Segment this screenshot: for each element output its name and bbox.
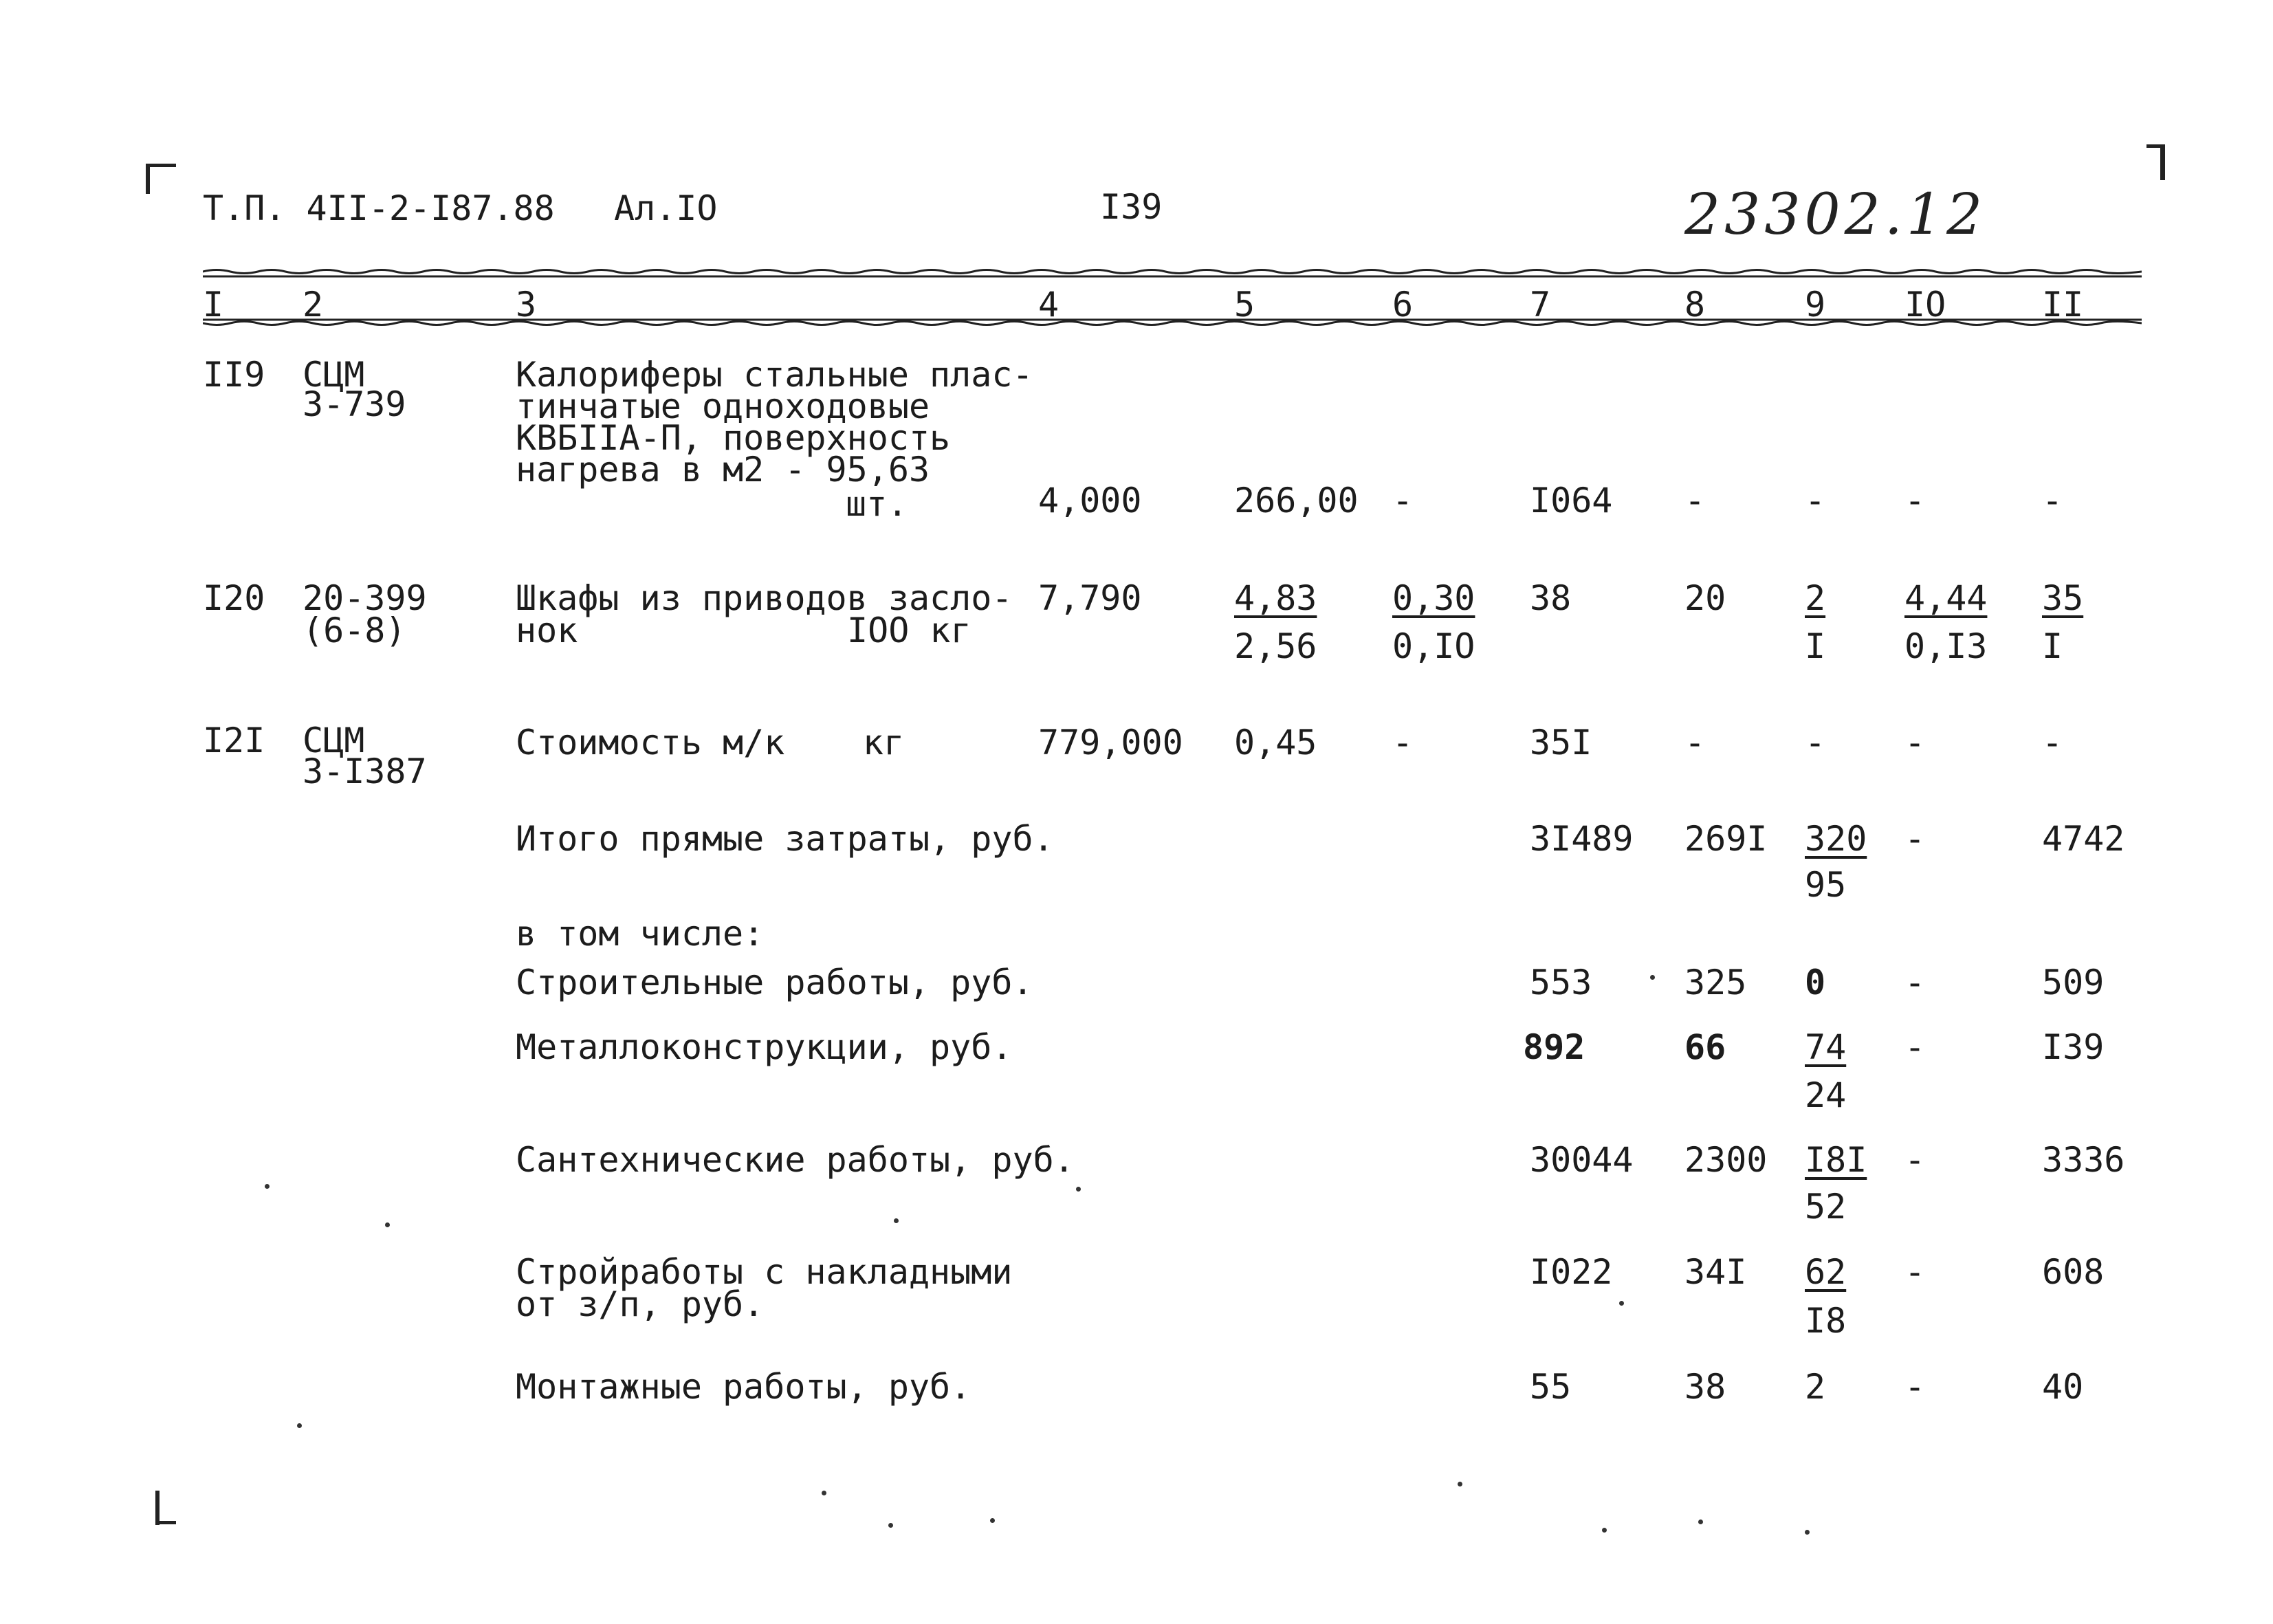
- cell-c9-bottom: I8: [1805, 1301, 1847, 1341]
- cell-c7: 553: [1530, 963, 1592, 1002]
- summary-label-line2: от з/п, руб.: [516, 1284, 765, 1324]
- row-number: II9: [203, 355, 265, 395]
- corner-mark-top-right: [2160, 144, 2165, 180]
- cell-c11-bottom: I: [2042, 626, 2063, 666]
- handwritten-number: 23302.12: [1684, 182, 1987, 248]
- col-header-10: IO: [1904, 285, 1946, 325]
- cell-c8: 34I: [1684, 1252, 1747, 1292]
- cell-c11: 608: [2042, 1252, 2105, 1292]
- col-header-11: II: [2042, 285, 2084, 325]
- summary-label: Монтажные работы, руб.: [516, 1367, 971, 1407]
- row-unit: шт.: [846, 484, 908, 524]
- corner-mark-top-right-h: [2146, 144, 2163, 148]
- cell-c10: -: [1904, 481, 1926, 520]
- cell-c10: -: [1904, 963, 1926, 1002]
- cell-c10: -: [1904, 1367, 1926, 1407]
- cell-c11: I39: [2042, 1027, 2105, 1067]
- scan-speck: [894, 1218, 899, 1223]
- summary-label-line1: Стройработы с накладными: [516, 1252, 1013, 1292]
- cell-c9-bottom: 24: [1805, 1075, 1847, 1115]
- row-desc-line1: Калориферы стальные плас-: [516, 355, 1033, 395]
- including-label: в том числе:: [516, 914, 765, 954]
- row-number: I2I: [203, 721, 265, 760]
- summary-label: Сантехнические работы, руб.: [516, 1140, 1075, 1180]
- cell-c9-top: 74: [1805, 1027, 1847, 1067]
- row-code-line2: (6-8): [303, 611, 406, 650]
- col-header-6: 6: [1392, 285, 1414, 325]
- corner-mark-top-left-h: [146, 164, 176, 167]
- cell-c8: 38: [1684, 1367, 1726, 1407]
- cell-c5-bottom: 2,56: [1234, 626, 1317, 666]
- cell-c10-top: 4,44: [1904, 578, 1988, 618]
- cell-c6: -: [1392, 481, 1414, 520]
- row-code-line1: СЦМ: [303, 721, 365, 760]
- cell-c9-top: I8I: [1805, 1140, 1867, 1180]
- cell-c6-bottom: 0,IO: [1392, 626, 1475, 666]
- cell-c5: 266,00: [1234, 481, 1359, 520]
- col-header-1: I: [203, 285, 224, 325]
- cell-c8: -: [1684, 481, 1706, 520]
- scan-speck: [1458, 1482, 1462, 1486]
- cell-c11: -: [2042, 481, 2063, 520]
- scan-speck: [1698, 1519, 1703, 1524]
- summary-label: Металлоконструкции, руб.: [516, 1027, 1013, 1067]
- col-header-8: 8: [1684, 285, 1706, 325]
- scan-speck: [1805, 1530, 1810, 1535]
- scan-speck: [385, 1222, 390, 1227]
- cell-c7: 30044: [1530, 1140, 1634, 1180]
- cell-c10-bottom: 0,I3: [1904, 626, 1988, 666]
- row-number: I20: [203, 578, 265, 618]
- col-header-3: 3: [516, 285, 537, 325]
- cell-c10: -: [1904, 723, 1926, 762]
- corner-mark-bottom-left: [155, 1491, 160, 1525]
- col-header-9: 9: [1805, 285, 1826, 325]
- row-desc-line1: Шкафы из приводов засло-: [516, 578, 1013, 618]
- cell-c8: 269I: [1684, 819, 1768, 859]
- cell-c6: -: [1392, 723, 1414, 762]
- cell-c11: 4742: [2042, 819, 2125, 859]
- row-code-line1: СЦМ: [303, 355, 365, 395]
- cell-c9: -: [1805, 481, 1826, 520]
- corner-mark-bottom-left-h: [155, 1521, 176, 1524]
- cell-c5-top: 4,83: [1234, 578, 1317, 618]
- row-unit: кг: [863, 723, 905, 762]
- row-code-line1: 20-399: [303, 578, 427, 618]
- cell-c10: -: [1904, 819, 1926, 859]
- page-number: I39: [1100, 187, 1163, 227]
- corner-mark-top-left: [146, 164, 150, 194]
- row-desc-line2: нок: [516, 611, 578, 650]
- cell-c8: 66: [1684, 1027, 1726, 1067]
- cell-c11: 40: [2042, 1367, 2084, 1407]
- cell-c11-top: 35: [2042, 578, 2084, 618]
- col-header-2: 2: [303, 285, 324, 325]
- cell-c9-bottom: 95: [1805, 865, 1847, 905]
- scan-speck: [888, 1523, 893, 1528]
- cell-c8: -: [1684, 723, 1706, 762]
- cell-c9: 0: [1805, 963, 1826, 1002]
- cell-c9-top: 2: [1805, 578, 1826, 618]
- row-unit: IOO кг: [847, 611, 971, 650]
- cell-c9-top: 320: [1805, 819, 1867, 859]
- scan-speck: [1076, 1187, 1081, 1192]
- cell-c11: -: [2042, 723, 2063, 762]
- scan-speck: [1602, 1528, 1607, 1533]
- row-desc-line2: тинчатые одноходовые: [516, 386, 930, 426]
- scan-speck: [297, 1423, 302, 1428]
- cell-c7: I022: [1530, 1252, 1613, 1292]
- cell-c5: 0,45: [1234, 723, 1317, 762]
- row-code-line2: 3-739: [303, 384, 406, 424]
- scan-speck: [1619, 1301, 1624, 1306]
- cell-c9: -: [1805, 723, 1826, 762]
- cell-c7: I064: [1530, 481, 1613, 520]
- cell-c8: 2300: [1684, 1140, 1768, 1180]
- cell-c7: 3I489: [1530, 819, 1634, 859]
- cell-c7: 55: [1530, 1367, 1572, 1407]
- row-desc-line3: КВБIIА-П, поверхность: [516, 418, 951, 458]
- cell-c9: 2: [1805, 1367, 1826, 1407]
- scan-speck: [1650, 975, 1655, 980]
- col-header-7: 7: [1530, 285, 1551, 325]
- row-desc-line4: нагрева в м2 - 95,63: [516, 450, 930, 490]
- cell-c9-bottom: I: [1805, 626, 1826, 666]
- cell-c10: -: [1904, 1252, 1926, 1292]
- cell-c4: 7,790: [1038, 578, 1142, 618]
- cell-c4: 779,000: [1038, 723, 1183, 762]
- cell-c9-top: 62: [1805, 1252, 1847, 1292]
- cell-c7: 892: [1523, 1027, 1585, 1067]
- row-code-line2: 3-I387: [303, 751, 427, 791]
- cell-c7: 35I: [1530, 723, 1592, 762]
- col-header-5: 5: [1234, 285, 1255, 325]
- summary-label: Строительные работы, руб.: [516, 963, 1033, 1002]
- col-header-4: 4: [1038, 285, 1059, 325]
- header-rule-top: [203, 268, 2142, 279]
- doc-id: Т.П. 4II-2-I87.88: [203, 188, 555, 228]
- cell-c6-top: 0,30: [1392, 578, 1475, 618]
- cell-c4: 4,000: [1038, 481, 1142, 520]
- cell-c8: 20: [1684, 578, 1726, 618]
- cell-c11: 509: [2042, 963, 2105, 1002]
- scan-speck: [990, 1518, 995, 1523]
- cell-c8: 325: [1684, 963, 1747, 1002]
- cell-c9-bottom: 52: [1805, 1187, 1847, 1227]
- scan-speck: [822, 1491, 826, 1495]
- header-rule-bottom: [203, 316, 2142, 327]
- summary-label: Итого прямые затраты, руб.: [516, 819, 1054, 859]
- cell-c10: -: [1904, 1027, 1926, 1067]
- cell-c11: 3336: [2042, 1140, 2125, 1180]
- row-desc: Стоимость м/к: [516, 723, 785, 762]
- cell-c7: 38: [1530, 578, 1572, 618]
- cell-c10: -: [1904, 1140, 1926, 1180]
- sheet-number: Ал.IO: [614, 188, 718, 228]
- scan-speck: [265, 1184, 270, 1189]
